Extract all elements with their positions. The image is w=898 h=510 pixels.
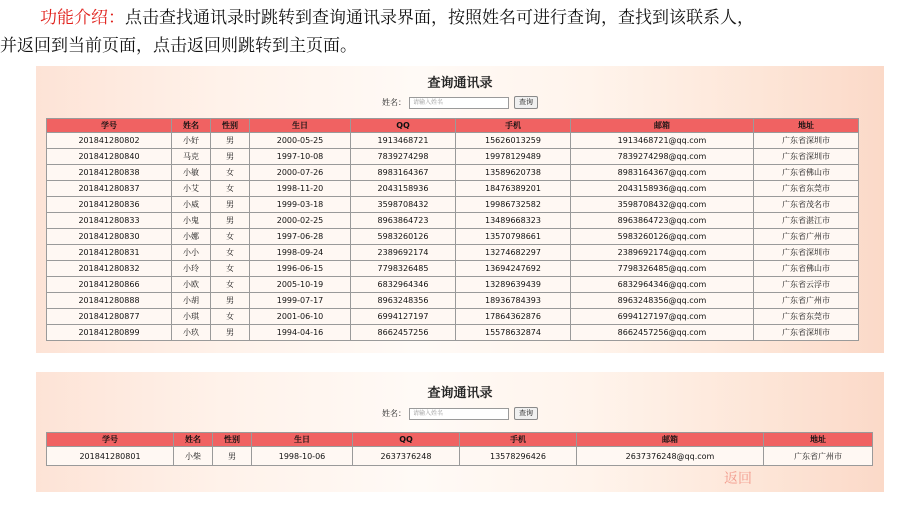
table-cell: 201841280802: [47, 133, 171, 148]
table-cell: 广东省佛山市: [754, 261, 858, 276]
table-cell: 6994127197@qq.com: [571, 309, 753, 324]
table-cell: 小艾: [172, 181, 210, 196]
column-header: 性别: [213, 433, 251, 446]
table-cell: 201841280899: [47, 325, 171, 340]
column-header: 性别: [211, 119, 249, 132]
table-cell: 女: [211, 309, 249, 324]
table-cell: 17864362876: [456, 309, 570, 324]
table-cell: 1999-07-17: [250, 293, 350, 308]
table-cell: 8963248356: [351, 293, 455, 308]
column-header: 地址: [754, 119, 858, 132]
table-cell: 2637376248: [353, 447, 459, 465]
table-cell: 8662457256: [351, 325, 455, 340]
table-cell: 201841280877: [47, 309, 171, 324]
table-cell: 广东省广州市: [754, 293, 858, 308]
table-cell: 男: [211, 197, 249, 212]
column-header: 地址: [764, 433, 872, 446]
column-header: QQ: [351, 119, 455, 132]
contacts-table: [46, 118, 859, 341]
table-cell: 15626013259: [456, 133, 570, 148]
table-cell: 18476389201: [456, 181, 570, 196]
table-cell: 2389692174: [351, 245, 455, 260]
table-cell: 2637376248@qq.com: [577, 447, 763, 465]
table-cell: 小柴: [174, 447, 212, 465]
back-link[interactable]: 返回: [724, 471, 752, 487]
table-cell: 2000-02-25: [250, 213, 350, 228]
table-cell: 小娜: [172, 229, 210, 244]
table-cell: 201841280833: [47, 213, 171, 228]
table-cell: 5983260126@qq.com: [571, 229, 753, 244]
column-header: 姓名: [172, 119, 210, 132]
table-cell: 女: [211, 261, 249, 276]
table-cell: 201841280838: [47, 165, 171, 180]
table-cell: 201841280840: [47, 149, 171, 164]
table-cell: 小琪: [172, 309, 210, 324]
table-cell: 201841280866: [47, 277, 171, 292]
table-cell: 广东省湛江市: [754, 213, 858, 228]
table-cell: 8963248356@qq.com: [571, 293, 753, 308]
table-row: [47, 261, 858, 276]
table-cell: 广东省深圳市: [754, 149, 858, 164]
search-bar: [36, 96, 884, 109]
search-button[interactable]: 查询: [514, 96, 538, 109]
search-bar: [36, 407, 884, 420]
table-cell: 小鬼: [172, 213, 210, 228]
search-input[interactable]: 请输入姓名: [409, 97, 509, 109]
table-cell: 广东省广州市: [754, 229, 858, 244]
table-row: [47, 447, 872, 465]
table-cell: 男: [211, 293, 249, 308]
table-cell: 女: [211, 181, 249, 196]
column-header: 生日: [252, 433, 352, 446]
table-cell: 13578296426: [460, 447, 576, 465]
intro-line-1: [0, 4, 898, 32]
intro-line-2: 并返回到当前页面，点击返回则跳转到主页面。: [0, 36, 357, 56]
table-cell: 201841280831: [47, 245, 171, 260]
table-row: [47, 213, 858, 228]
table-row: [47, 293, 858, 308]
table-cell: 广东省深圳市: [754, 245, 858, 260]
table-cell: 6994127197: [351, 309, 455, 324]
table-cell: 7839274298@qq.com: [571, 149, 753, 164]
table-cell: 1994-04-16: [250, 325, 350, 340]
table-cell: 201841280832: [47, 261, 171, 276]
table-cell: 小欧: [172, 277, 210, 292]
table-cell: 201841280836: [47, 197, 171, 212]
table-cell: 201841280830: [47, 229, 171, 244]
table-cell: 7798326485: [351, 261, 455, 276]
table-row: [47, 181, 858, 196]
table-cell: 8662457256@qq.com: [571, 325, 753, 340]
table-cell: 女: [211, 245, 249, 260]
table-cell: 1996-06-15: [250, 261, 350, 276]
column-header: 学号: [47, 119, 171, 132]
table-cell: 男: [213, 447, 251, 465]
table-cell: 7798326485@qq.com: [571, 261, 753, 276]
table-row: [47, 197, 858, 212]
table-cell: 3598708432@qq.com: [571, 197, 753, 212]
search-label: 姓名：: [382, 409, 406, 418]
query-page-search-result: [36, 372, 884, 492]
table-body: [47, 447, 872, 465]
table-cell: 1997-10-08: [250, 149, 350, 164]
table-cell: 15578632874: [456, 325, 570, 340]
search-button[interactable]: 查询: [514, 407, 538, 420]
table-cell: 13489668323: [456, 213, 570, 228]
table-cell: 13274682297: [456, 245, 570, 260]
table-cell: 19978129489: [456, 149, 570, 164]
function-intro: [0, 4, 898, 60]
table-cell: 7839274298: [351, 149, 455, 164]
result-table: [46, 432, 873, 466]
table-cell: 男: [211, 149, 249, 164]
table-cell: 广东省深圳市: [754, 325, 858, 340]
query-page-full-list: [36, 66, 884, 353]
table-cell: 1999-03-18: [250, 197, 350, 212]
page-title: 查询通讯录: [427, 76, 493, 91]
table-cell: 201841280801: [47, 447, 173, 465]
table-cell: 女: [211, 229, 249, 244]
table-cell: 1998-09-24: [250, 245, 350, 260]
column-header: 手机: [460, 433, 576, 446]
search-label: 姓名：: [382, 98, 406, 107]
table-cell: 1913468721@qq.com: [571, 133, 753, 148]
table-row: [47, 133, 858, 148]
table-cell: 5983260126: [351, 229, 455, 244]
intro-label: 功能介绍：: [40, 8, 125, 28]
table-cell: 8983164367: [351, 165, 455, 180]
table-cell: 小威: [172, 197, 210, 212]
table-cell: 2001-06-10: [250, 309, 350, 324]
page-title: 查询通讯录: [427, 386, 493, 401]
table-row: [47, 245, 858, 260]
table-cell: 男: [211, 325, 249, 340]
table-cell: 201841280888: [47, 293, 171, 308]
table-cell: 小玲: [172, 261, 210, 276]
table-cell: 小好: [172, 133, 210, 148]
table-cell: 小玖: [172, 325, 210, 340]
table-cell: 2043158936: [351, 181, 455, 196]
table-cell: 2000-07-26: [250, 165, 350, 180]
table-row: [47, 325, 858, 340]
table-cell: 1998-10-06: [252, 447, 352, 465]
table-cell: 2005-10-19: [250, 277, 350, 292]
table-cell: 8963864723: [351, 213, 455, 228]
table-cell: 广东省佛山市: [754, 165, 858, 180]
table-cell: 1997-06-28: [250, 229, 350, 244]
table-cell: 13289639439: [456, 277, 570, 292]
column-header: 学号: [47, 433, 173, 446]
table-cell: 13589620738: [456, 165, 570, 180]
column-header: 姓名: [174, 433, 212, 446]
column-header: QQ: [353, 433, 459, 446]
table-header-row: [47, 433, 872, 446]
table-cell: 13694247692: [456, 261, 570, 276]
column-header: 生日: [250, 119, 350, 132]
table-cell: 13570798661: [456, 229, 570, 244]
table-header-row: [47, 119, 858, 132]
intro-text-1: 点击查找通讯录时跳转到查询通讯录界面，按照姓名可进行查询，查找到该联系人，: [125, 8, 754, 28]
table-cell: 广东省深圳市: [754, 133, 858, 148]
table-cell: 2043158936@qq.com: [571, 181, 753, 196]
table-cell: 男: [211, 133, 249, 148]
table-cell: 19986732582: [456, 197, 570, 212]
table-cell: 1913468721: [351, 133, 455, 148]
column-header: 邮箱: [577, 433, 763, 446]
table-cell: 18936784393: [456, 293, 570, 308]
table-body: [47, 133, 858, 340]
table-cell: 男: [211, 213, 249, 228]
column-header: 手机: [456, 119, 570, 132]
table-cell: 1998-11-20: [250, 181, 350, 196]
table-cell: 广东省茂名市: [754, 197, 858, 212]
column-header: 邮箱: [571, 119, 753, 132]
table-cell: 3598708432: [351, 197, 455, 212]
table-cell: 广东省东莞市: [754, 309, 858, 324]
table-row: [47, 149, 858, 164]
table-cell: 马克: [172, 149, 210, 164]
table-row: [47, 229, 858, 244]
search-input[interactable]: 请输入姓名: [409, 408, 509, 420]
table-cell: 广东省广州市: [764, 447, 872, 465]
table-cell: 广东省云浮市: [754, 277, 858, 292]
table-row: [47, 309, 858, 324]
table-cell: 广东省东莞市: [754, 181, 858, 196]
table-cell: 6832964346@qq.com: [571, 277, 753, 292]
table-cell: 小小: [172, 245, 210, 260]
table-row: [47, 165, 858, 180]
table-cell: 8963864723@qq.com: [571, 213, 753, 228]
table-cell: 女: [211, 165, 249, 180]
table-cell: 2389692174@qq.com: [571, 245, 753, 260]
table-cell: 6832964346: [351, 277, 455, 292]
table-cell: 小胡: [172, 293, 210, 308]
table-cell: 8983164367@qq.com: [571, 165, 753, 180]
table-row: [47, 277, 858, 292]
table-cell: 2000-05-25: [250, 133, 350, 148]
table-cell: 201841280837: [47, 181, 171, 196]
table-cell: 女: [211, 277, 249, 292]
table-cell: 小敏: [172, 165, 210, 180]
